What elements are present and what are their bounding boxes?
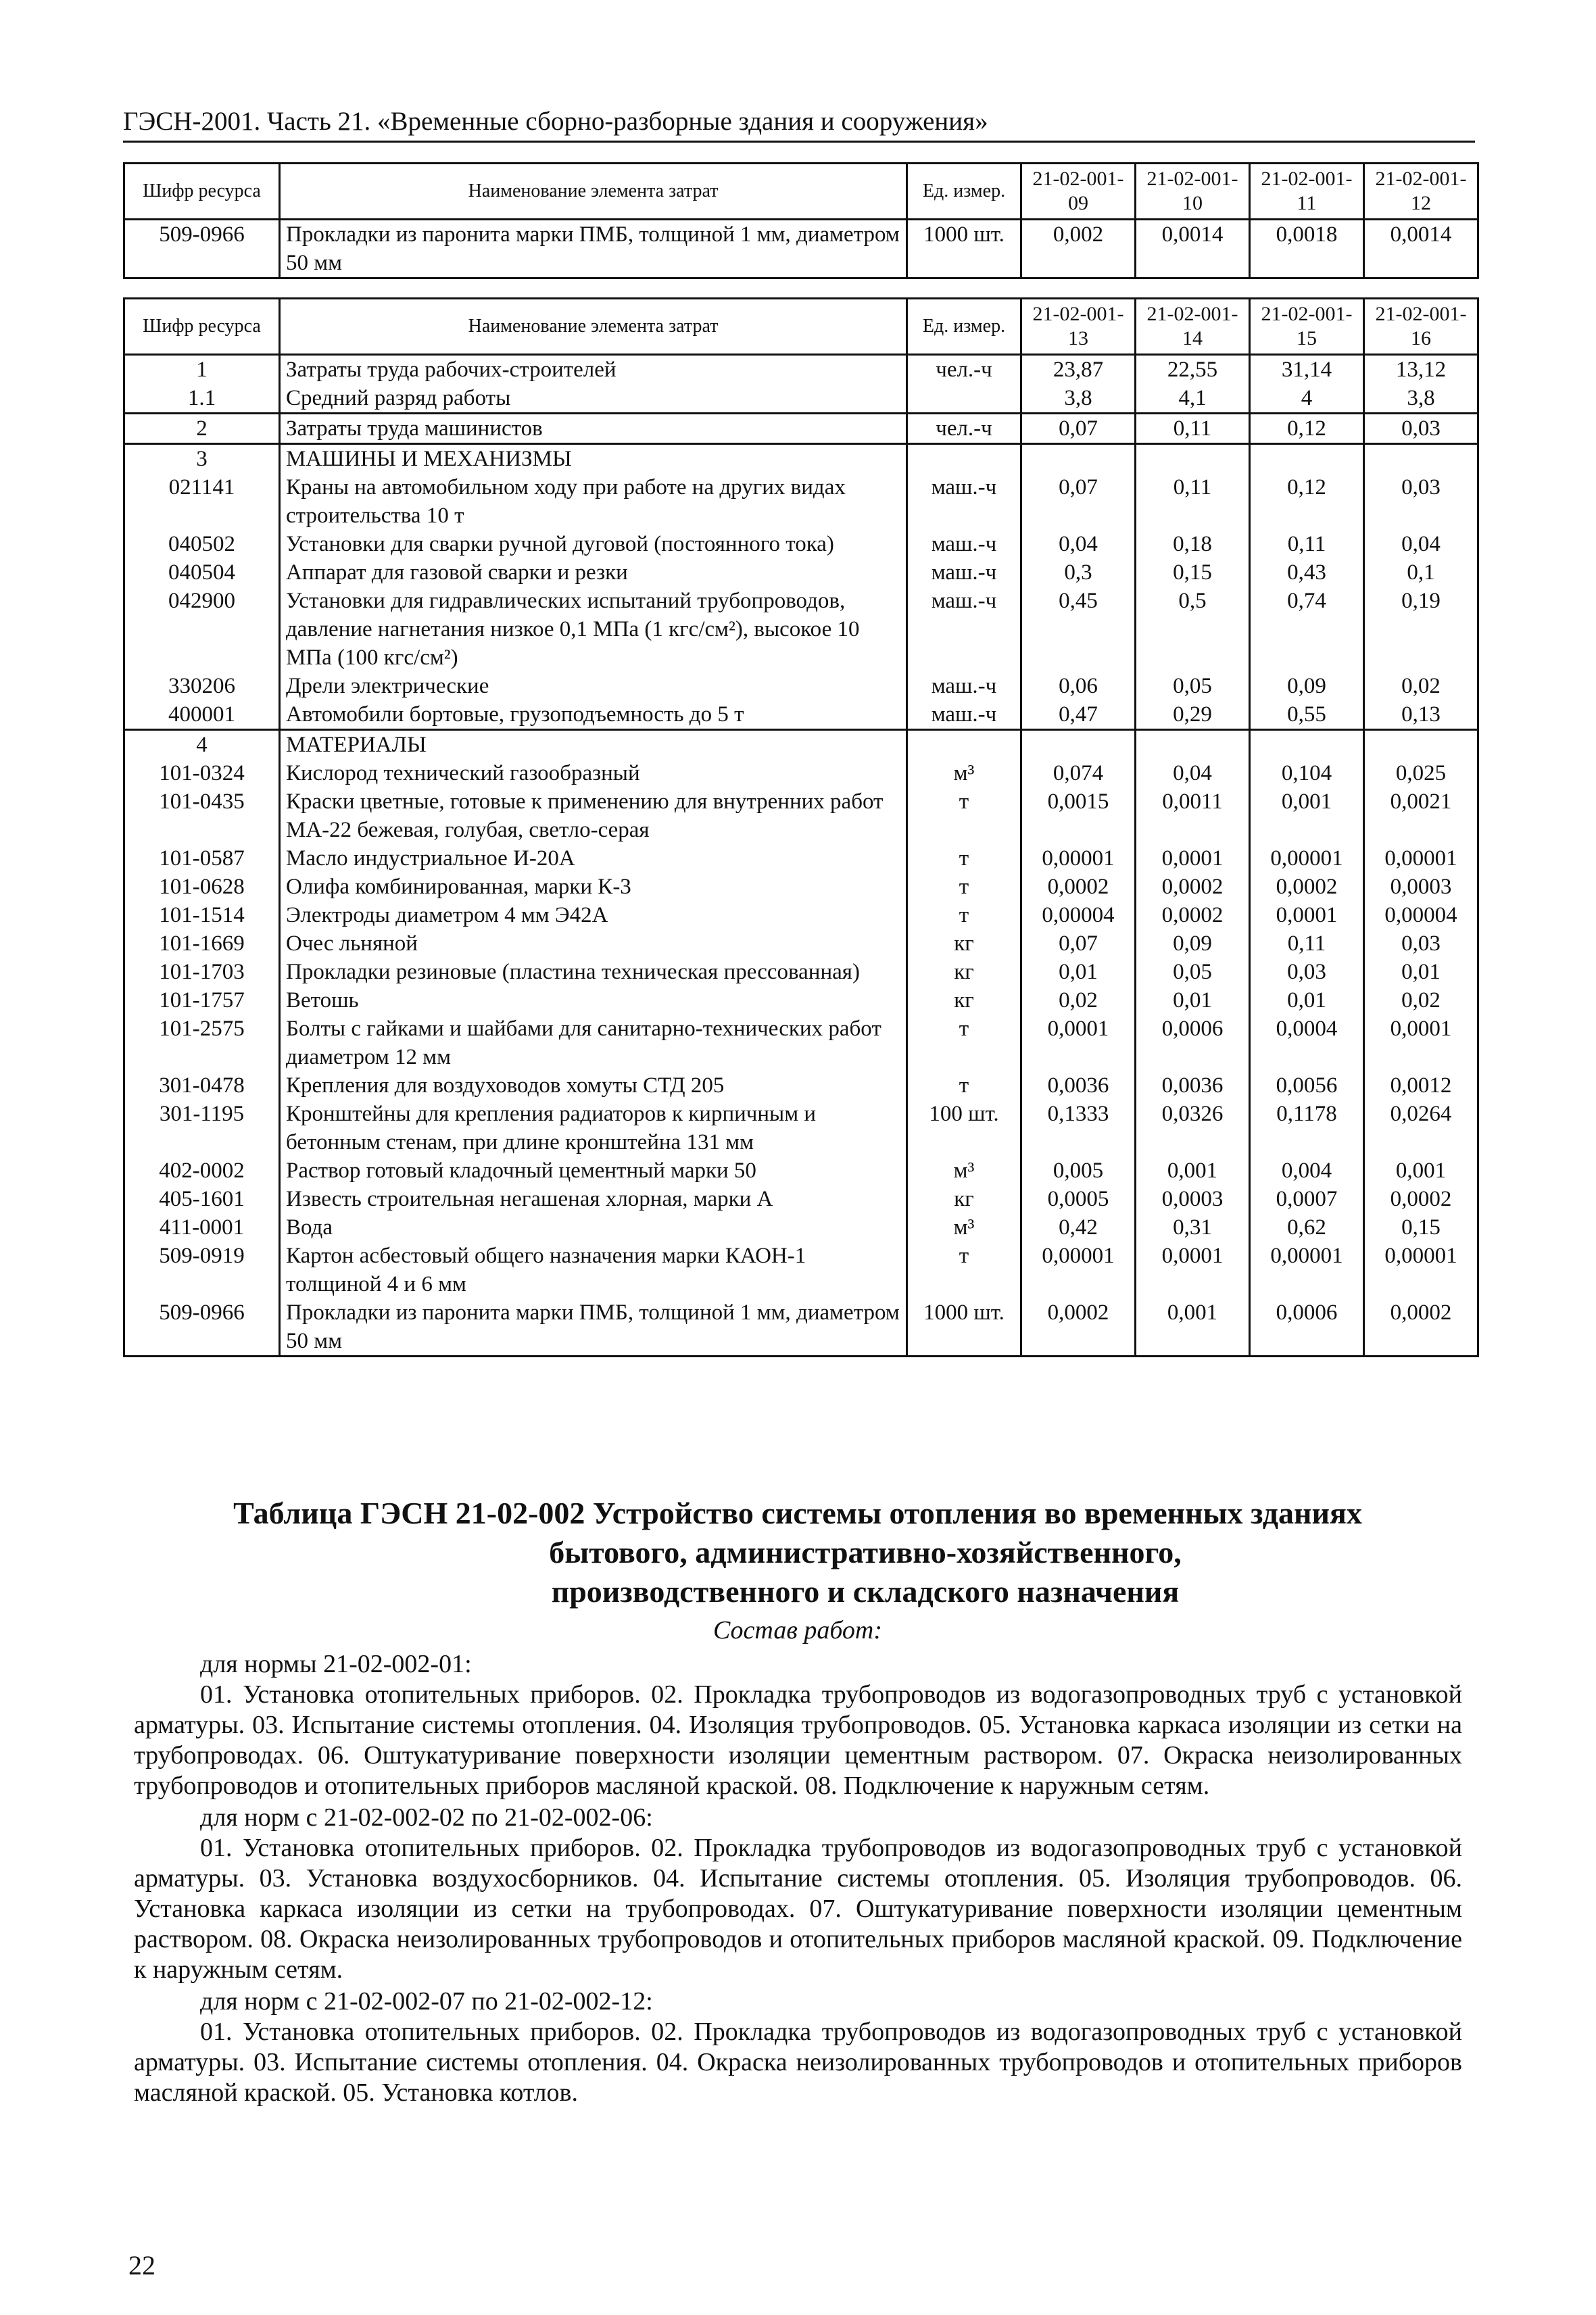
- cell-name: Кислород технический газообразный: [280, 759, 907, 787]
- header-code: Шифр ресурса: [124, 164, 280, 220]
- header-norm-2: 21-02-001-14: [1136, 299, 1250, 355]
- cell-value: 0,001: [1136, 1298, 1250, 1357]
- cell-value: 0,0264: [1364, 1100, 1478, 1156]
- cell-code: 040502: [124, 530, 280, 558]
- table-row: [124, 414, 1478, 444]
- table-row: [124, 384, 1478, 414]
- cell-name: Электроды диаметром 4 мм Э42А: [280, 901, 907, 929]
- cell-code: 4: [124, 730, 280, 760]
- cell-value: 0,31: [1136, 1213, 1250, 1242]
- cell-value: 4,1: [1136, 384, 1250, 414]
- cell-code: 301-1195: [124, 1100, 280, 1156]
- cell-value: 0,02: [1364, 986, 1478, 1015]
- header-norm-3: 21-02-001-11: [1250, 164, 1364, 220]
- cell-value: [1364, 444, 1478, 474]
- cell-value: 0,02: [1364, 672, 1478, 700]
- cell-code: 101-0435: [124, 787, 280, 844]
- table-row: [124, 844, 1478, 873]
- cell-name: Крепления для воздуховодов хомуты СТД 205: [280, 1071, 907, 1100]
- cell-code: 021141: [124, 473, 280, 530]
- cell-value: 0,0002: [1364, 1185, 1478, 1213]
- cell-name: Ветошь: [280, 986, 907, 1015]
- cell-unit: маш.-ч: [907, 672, 1021, 700]
- cell-code: 411-0001: [124, 1213, 280, 1242]
- table-row: [124, 1100, 1478, 1156]
- cell-value: 0,00004: [1021, 901, 1136, 929]
- cell-unit: т: [907, 1242, 1021, 1298]
- cell-value: 0,62: [1250, 1213, 1364, 1242]
- cell-value: 0,18: [1136, 530, 1250, 558]
- table-row: [124, 1015, 1478, 1071]
- table-row: [124, 587, 1478, 672]
- cell-value: 0,45: [1021, 587, 1136, 672]
- cell-name: Краны на автомобильном ходу при работе на других видах строительства 10 т: [280, 473, 907, 530]
- cell-code: 101-2575: [124, 1015, 280, 1071]
- cell-value: 0,01: [1136, 986, 1250, 1015]
- cell-value: 0,09: [1136, 929, 1250, 958]
- table-row: [124, 700, 1478, 730]
- table-row: [124, 1071, 1478, 1100]
- cell-name: Автомобили бортовые, грузоподъемность до 5 т: [280, 700, 907, 730]
- cell-value: 0,04: [1021, 530, 1136, 558]
- table-row: [124, 958, 1478, 986]
- cell-value: 0,001: [1364, 1156, 1478, 1185]
- cell-value: 0,0014: [1364, 220, 1478, 278]
- cell-value: 0,00001: [1021, 844, 1136, 873]
- cell-value: 0,104: [1250, 759, 1364, 787]
- table-row: [124, 1242, 1478, 1298]
- cell-name: Болты с гайками и шайбами для санитарно-технических работ диаметром 12 мм: [280, 1015, 907, 1071]
- cell-unit: маш.-ч: [907, 530, 1021, 558]
- cell-code: 400001: [124, 700, 280, 730]
- cell-value: 0,0001: [1136, 1242, 1250, 1298]
- cell-name: Затраты труда рабочих-строителей: [280, 355, 907, 385]
- cell-unit: [907, 444, 1021, 474]
- cell-code: 509-0966: [124, 1298, 280, 1357]
- cell-value: 0,0036: [1021, 1071, 1136, 1100]
- cell-name: Вода: [280, 1213, 907, 1242]
- cell-value: 31,14: [1250, 355, 1364, 385]
- header-norm-4: 21-02-001-16: [1364, 299, 1478, 355]
- cell-name: Прокладки из паронита марки ПМБ, толщиной 1 мм, диаметром 50 мм: [280, 220, 907, 278]
- cell-value: 23,87: [1021, 355, 1136, 385]
- cell-unit: маш.-ч: [907, 473, 1021, 530]
- cell-value: [1021, 444, 1136, 474]
- cell-name: МАТЕРИАЛЫ: [280, 730, 907, 760]
- cell-value: 0,47: [1021, 700, 1136, 730]
- cell-value: 0,01: [1021, 958, 1136, 986]
- cell-code: 101-1669: [124, 929, 280, 958]
- table-row: [124, 873, 1478, 901]
- cell-unit: т: [907, 1071, 1021, 1100]
- cell-value: 0,0015: [1021, 787, 1136, 844]
- cell-value: 13,12: [1364, 355, 1478, 385]
- cell-value: 0,29: [1136, 700, 1250, 730]
- cell-value: 0,0007: [1250, 1185, 1364, 1213]
- cell-unit: м³: [907, 1156, 1021, 1185]
- cell-code: 1: [124, 355, 280, 385]
- cell-value: 0,05: [1136, 672, 1250, 700]
- cell-unit: кг: [907, 986, 1021, 1015]
- cell-value: 0,074: [1021, 759, 1136, 787]
- cell-code: 402-0002: [124, 1156, 280, 1185]
- title-line-2: бытового, административно-хозяйственного,: [549, 1535, 1182, 1569]
- cell-name: Кронштейны для крепления радиаторов к кирпичным и бетонным стенам, при длине кронштейна 131 мм: [280, 1100, 907, 1156]
- cell-name: Масло индустриальное И-20А: [280, 844, 907, 873]
- cell-value: 0,03: [1364, 414, 1478, 444]
- table-row: [124, 929, 1478, 958]
- cell-name: МАШИНЫ И МЕХАНИЗМЫ: [280, 444, 907, 474]
- cell-value: 0,00004: [1364, 901, 1478, 929]
- table-row: [124, 355, 1478, 385]
- cell-value: [1136, 444, 1250, 474]
- works-paragraph: 01. Установка отопительных приборов. 02. Прокладка трубопроводов из водогазопроводных труб с установкой арматуры. 03. Испытание системы отопления. 04. Изоляция трубопроводов. 05. Установка каркаса изоляции из сетки на трубопроводах. 06. Оштукатуривание поверхности изоляции цементным раствором. 07. Окраска неизолированных трубопроводов и отопительных приборов масляной краской. 08. Подключение к наружным сетям.: [134, 1680, 1462, 1800]
- cell-value: 0,1333: [1021, 1100, 1136, 1156]
- header-norm-1: 21-02-001-13: [1021, 299, 1136, 355]
- cell-value: 0,0002: [1136, 873, 1250, 901]
- cell-value: 0,0012: [1364, 1071, 1478, 1100]
- cell-unit: кг: [907, 1185, 1021, 1213]
- cell-value: 0,0002: [1136, 901, 1250, 929]
- cell-value: 0,0005: [1021, 1185, 1136, 1213]
- cell-value: 0,001: [1136, 1156, 1250, 1185]
- cell-unit: 1000 шт.: [907, 220, 1021, 278]
- cell-value: 0,55: [1250, 700, 1364, 730]
- table-row: [124, 558, 1478, 587]
- header-code: Шифр ресурса: [124, 299, 280, 355]
- resource-table-2: [123, 297, 1479, 1357]
- cell-value: 0,0326: [1136, 1100, 1250, 1156]
- cell-value: 0,025: [1364, 759, 1478, 787]
- cell-value: 0,43: [1250, 558, 1364, 587]
- cell-value: [1136, 730, 1250, 760]
- cell-code: 330206: [124, 672, 280, 700]
- cell-name: Раствор готовый кладочный цементный марки 50: [280, 1156, 907, 1185]
- table-row: [124, 759, 1478, 787]
- cell-value: 3,8: [1364, 384, 1478, 414]
- works-paragraph: 01. Установка отопительных приборов. 02. Прокладка трубопроводов из водогазопроводных труб с установкой арматуры. 03. Установка воздухосборников. 04. Испытание системы отопления. 05. Изоляция трубопроводов. 06. Установка каркаса изоляции из сетки на трубопроводах. 07. Оштукатуривание поверхности изоляции цементным раствором. 08. Окраска неизолированных трубопроводов и отопительных приборов масляной краской. 09. Подключение к наружным сетям.: [134, 1834, 1462, 1984]
- norm-range-label: для нормы 21-02-002-01:: [200, 1650, 472, 1678]
- cell-code: 2: [124, 414, 280, 444]
- cell-value: 0,19: [1364, 587, 1478, 672]
- cell-value: [1364, 730, 1478, 760]
- cell-name: Аппарат для газовой сварки и резки: [280, 558, 907, 587]
- cell-value: 0,0036: [1136, 1071, 1250, 1100]
- cell-value: 0,00001: [1021, 1242, 1136, 1298]
- cell-value: 0,00001: [1250, 844, 1364, 873]
- cell-unit: маш.-ч: [907, 558, 1021, 587]
- cell-name: Олифа комбинированная, марки К-3: [280, 873, 907, 901]
- table-row: [124, 1156, 1478, 1185]
- table-row: [124, 986, 1478, 1015]
- cell-value: 0,002: [1021, 220, 1136, 278]
- header-norm-4: 21-02-001-12: [1364, 164, 1478, 220]
- cell-value: 0,0001: [1021, 1015, 1136, 1071]
- table-row: [124, 1185, 1478, 1213]
- header-norm-2: 21-02-001-10: [1136, 164, 1250, 220]
- cell-value: 0,0001: [1250, 901, 1364, 929]
- cell-value: 0,0056: [1250, 1071, 1364, 1100]
- header-norm-1: 21-02-001-09: [1021, 164, 1136, 220]
- cell-value: 0,0002: [1021, 1298, 1136, 1357]
- cell-unit: кг: [907, 929, 1021, 958]
- table-row: [124, 1298, 1478, 1357]
- cell-name: Установки для гидравлических испытаний трубопроводов, давление нагнетания низкое 0,1 МПа (1 кгс/см²), высокое 10 МПа (100 кгс/см²): [280, 587, 907, 672]
- table-row: [124, 473, 1478, 530]
- cell-value: 0,03: [1250, 958, 1364, 986]
- cell-value: 0,0006: [1136, 1015, 1250, 1071]
- table-row: [124, 901, 1478, 929]
- cell-value: 0,0003: [1136, 1185, 1250, 1213]
- cell-value: 0,0014: [1136, 220, 1250, 278]
- cell-value: 0,12: [1250, 414, 1364, 444]
- table-2-body: [124, 355, 1478, 1357]
- cell-value: 0,0002: [1364, 1298, 1478, 1357]
- composition-label: Состав работ:: [712, 1616, 883, 1644]
- cell-code: 101-0628: [124, 873, 280, 901]
- cell-name: Затраты труда машинистов: [280, 414, 907, 444]
- table-title: [135, 1494, 1460, 1611]
- cell-value: 0,0004: [1250, 1015, 1364, 1071]
- cell-code: 042900: [124, 587, 280, 672]
- works-paragraph: 01. Установка отопительных приборов. 02. Прокладка трубопроводов из водогазопроводных труб с установкой арматуры. 03. Испытание системы отопления. 04. Окраска неизолированных трубопроводов и отопительных приборов масляной краской. 05. Установка котлов.: [134, 2018, 1462, 2107]
- cell-value: 0,05: [1136, 958, 1250, 986]
- table-row: [124, 530, 1478, 558]
- cell-name: Картон асбестовый общего назначения марки КАОН-1 толщиной 4 и 6 мм: [280, 1242, 907, 1298]
- cell-name: Средний разряд работы: [280, 384, 907, 414]
- header-norm-3: 21-02-001-15: [1250, 299, 1364, 355]
- cell-unit: кг: [907, 958, 1021, 986]
- cell-value: 0,03: [1364, 929, 1478, 958]
- cell-name: Очес льняной: [280, 929, 907, 958]
- cell-code: 1.1: [124, 384, 280, 414]
- page-number: 22: [128, 2250, 155, 2281]
- header-unit: Ед. измер.: [907, 164, 1021, 220]
- cell-unit: 1000 шт.: [907, 1298, 1021, 1357]
- title-line-1: Таблица ГЭСН 21-02-002 Устройство системы отопления во временных зданиях: [233, 1496, 1362, 1530]
- cell-unit: т: [907, 1015, 1021, 1071]
- cell-name: Дрели электрические: [280, 672, 907, 700]
- cell-value: 0,00001: [1364, 844, 1478, 873]
- cell-code: 509-0966: [124, 220, 280, 278]
- cell-value: 0,3: [1021, 558, 1136, 587]
- cell-value: 0,11: [1136, 414, 1250, 444]
- table-row: [124, 787, 1478, 844]
- cell-value: [1021, 730, 1136, 760]
- cell-value: 0,0003: [1364, 873, 1478, 901]
- section-row: [124, 444, 1478, 474]
- cell-value: 0,0006: [1250, 1298, 1364, 1357]
- cell-value: 0,1: [1364, 558, 1478, 587]
- cell-value: [1250, 444, 1364, 474]
- cell-value: 0,12: [1250, 473, 1364, 530]
- cell-value: 0,005: [1021, 1156, 1136, 1185]
- cell-value: 0,11: [1250, 929, 1364, 958]
- cell-value: 0,74: [1250, 587, 1364, 672]
- cell-value: 0,11: [1136, 473, 1250, 530]
- cell-value: 0,0001: [1136, 844, 1250, 873]
- cell-value: 0,09: [1250, 672, 1364, 700]
- cell-value: 0,0002: [1250, 873, 1364, 901]
- cell-value: [1250, 730, 1364, 760]
- cell-unit: т: [907, 787, 1021, 844]
- cell-value: 0,02: [1021, 986, 1136, 1015]
- cell-code: 405-1601: [124, 1185, 280, 1213]
- cell-unit: чел.-ч: [907, 355, 1021, 385]
- cell-code: 040504: [124, 558, 280, 587]
- title-line-3: производственного и складского назначения: [551, 1574, 1180, 1609]
- cell-value: 0,07: [1021, 929, 1136, 958]
- cell-code: 3: [124, 444, 280, 474]
- header-name: Наименование элемента затрат: [280, 164, 907, 220]
- cell-value: 0,5: [1136, 587, 1250, 672]
- cell-value: 0,1178: [1250, 1100, 1364, 1156]
- table-row: [124, 1213, 1478, 1242]
- cell-name: Прокладки резиновые (пластина техническая прессованная): [280, 958, 907, 986]
- cell-name: Установки для сварки ручной дуговой (постоянного тока): [280, 530, 907, 558]
- cell-name: Краски цветные, готовые к применению для внутренних работ МА-22 бежевая, голубая, светло-серая: [280, 787, 907, 844]
- norm-range-label: для норм с 21-02-002-07 по 21-02-002-12:: [200, 1987, 653, 2016]
- cell-value: 0,001: [1250, 787, 1364, 844]
- cell-value: 0,0021: [1364, 787, 1478, 844]
- cell-code: 301-0478: [124, 1071, 280, 1100]
- cell-code: 101-1703: [124, 958, 280, 986]
- cell-value: 0,04: [1136, 759, 1250, 787]
- table-1-body: [124, 220, 1478, 278]
- cell-value: 22,55: [1136, 355, 1250, 385]
- cell-unit: м³: [907, 759, 1021, 787]
- cell-code: 509-0919: [124, 1242, 280, 1298]
- cell-code: 101-1757: [124, 986, 280, 1015]
- norm-range-label: для норм с 21-02-002-02 по 21-02-002-06:: [200, 1803, 653, 1832]
- cell-value: 0,04: [1364, 530, 1478, 558]
- cell-value: 0,01: [1250, 986, 1364, 1015]
- cell-unit: т: [907, 901, 1021, 929]
- cell-value: 0,0001: [1364, 1015, 1478, 1071]
- resource-table-1: [123, 162, 1479, 279]
- cell-code: 101-1514: [124, 901, 280, 929]
- cell-value: 4: [1250, 384, 1364, 414]
- header-name: Наименование элемента затрат: [280, 299, 907, 355]
- cell-value: 0,00001: [1364, 1242, 1478, 1298]
- cell-unit: [907, 730, 1021, 760]
- cell-value: 0,42: [1021, 1213, 1136, 1242]
- cell-value: 0,0002: [1021, 873, 1136, 901]
- cell-unit: чел.-ч: [907, 414, 1021, 444]
- cell-unit: 100 шт.: [907, 1100, 1021, 1156]
- cell-value: 0,004: [1250, 1156, 1364, 1185]
- cell-value: 3,8: [1021, 384, 1136, 414]
- header-unit: Ед. измер.: [907, 299, 1021, 355]
- cell-value: 0,13: [1364, 700, 1478, 730]
- cell-value: 0,11: [1250, 530, 1364, 558]
- cell-value: 0,07: [1021, 414, 1136, 444]
- cell-unit: [907, 384, 1021, 414]
- cell-value: 0,07: [1021, 473, 1136, 530]
- cell-value: 0,15: [1364, 1213, 1478, 1242]
- table-row: [124, 672, 1478, 700]
- section-row: [124, 730, 1478, 760]
- cell-unit: м³: [907, 1213, 1021, 1242]
- cell-name: Известь строительная негашеная хлорная, марки А: [280, 1185, 907, 1213]
- cell-unit: маш.-ч: [907, 700, 1021, 730]
- cell-code: 101-0587: [124, 844, 280, 873]
- cell-value: 0,0011: [1136, 787, 1250, 844]
- page-header: ГЭСН-2001. Часть 21. «Временные сборно-разборные здания и сооружения»: [123, 107, 988, 136]
- cell-value: 0,03: [1364, 473, 1478, 530]
- cell-value: 0,01: [1364, 958, 1478, 986]
- cell-value: 0,06: [1021, 672, 1136, 700]
- cell-unit: т: [907, 844, 1021, 873]
- cell-unit: т: [907, 873, 1021, 901]
- cell-name: Прокладки из паронита марки ПМБ, толщиной 1 мм, диаметром 50 мм: [280, 1298, 907, 1357]
- cell-code: 101-0324: [124, 759, 280, 787]
- header-divider: [123, 141, 1475, 143]
- cell-value: 0,15: [1136, 558, 1250, 587]
- cell-value: 0,00001: [1250, 1242, 1364, 1298]
- cell-value: 0,0018: [1250, 220, 1364, 278]
- works-composition: [134, 1649, 1462, 2110]
- table-row: [124, 220, 1478, 278]
- cell-unit: маш.-ч: [907, 587, 1021, 672]
